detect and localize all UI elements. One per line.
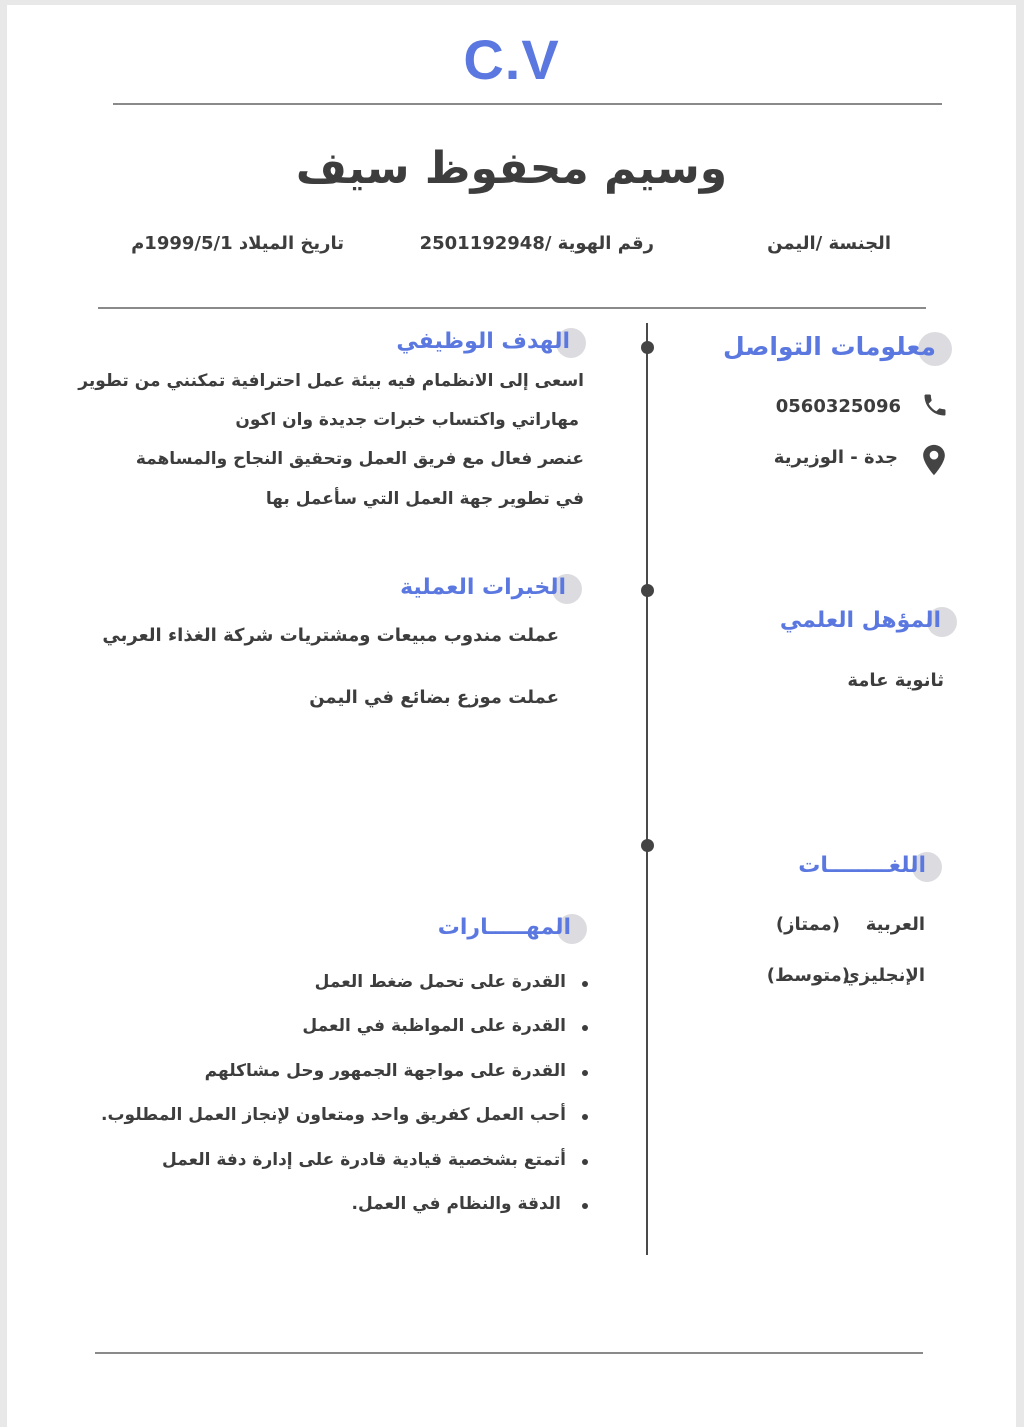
objective-line: مهاراتي واكتساب خبرات جديدة وان اكون xyxy=(235,410,579,430)
skill-item: القدرة على مواجهة الجمهور وحل مشاكلهم xyxy=(204,1061,566,1081)
timeline-dot xyxy=(641,584,654,597)
experience-item: عملت موزع بضائع في اليمن xyxy=(309,687,559,708)
skill-item: أتمتع بشخصية قيادية قادرة على إدارة دفة العمل xyxy=(162,1150,566,1170)
contact-phone: 0560325096 xyxy=(775,396,901,417)
timeline-line xyxy=(646,323,648,1255)
skill-item: أحب العمل كفريق واحد ومتعاون لإنجاز العمل المطلوب. xyxy=(101,1105,566,1125)
objective-line: اسعى إلى الانظمام فيه بيئة عمل احترافية تمكنني من تطوير xyxy=(78,371,584,391)
timeline-dot xyxy=(641,341,654,354)
skills-heading: المهـــــارات xyxy=(438,915,571,940)
bullet xyxy=(582,1025,588,1031)
skill-item: القدرة على المواظبة في العمل xyxy=(302,1016,566,1036)
objective-line: عنصر فعال مع فريق العمل وتحقيق النجاح والمساهمة xyxy=(135,449,584,469)
id-number: رقم الهوية /2501192948 xyxy=(419,233,654,254)
languages-heading: اللغــــــــات xyxy=(798,853,926,878)
experience-item: عملت مندوب مبيعات ومشتريات شركة الغذاء العربي xyxy=(102,625,559,646)
bullet xyxy=(582,1203,588,1209)
language-level: (ممتاز) xyxy=(775,914,840,935)
bullet xyxy=(582,1070,588,1076)
birth-date: تاريخ الميلاد 1999/5/1م xyxy=(131,233,344,254)
phone-icon xyxy=(921,391,949,419)
education-degree: ثانوية عامة xyxy=(847,670,944,691)
cv-title: C.V xyxy=(463,28,560,91)
footer-divider xyxy=(95,1352,923,1354)
person-name: وسيم محفوظ سيف xyxy=(295,143,728,194)
skill-item: الدقة والنظام في العمل. xyxy=(351,1194,561,1214)
bullet xyxy=(582,1114,588,1120)
language-level: (متوسط) xyxy=(766,965,850,986)
contact-heading: معلومات التواصل xyxy=(723,332,936,361)
education-heading: المؤهل العلمي xyxy=(780,608,941,633)
language-name: العربية xyxy=(865,914,925,935)
nationality: الجنسة /اليمن xyxy=(767,233,891,254)
objective-heading: الهدف الوظيفي xyxy=(396,329,570,354)
cv-page xyxy=(7,5,1016,1427)
skill-item: القدرة على تحمل ضغط العمل xyxy=(314,972,566,992)
bullet xyxy=(582,1159,588,1165)
title-divider xyxy=(113,103,942,105)
location-pin-icon xyxy=(921,443,947,477)
header-divider xyxy=(98,307,926,309)
contact-location: جدة - الوزيرية xyxy=(773,447,898,468)
language-name: الإنجليزي xyxy=(843,965,925,986)
timeline-dot xyxy=(641,839,654,852)
bullet xyxy=(582,981,588,987)
experience-heading: الخبرات العملية xyxy=(400,575,566,600)
objective-line: في تطوير جهة العمل التي سأعمل بها xyxy=(265,489,584,509)
